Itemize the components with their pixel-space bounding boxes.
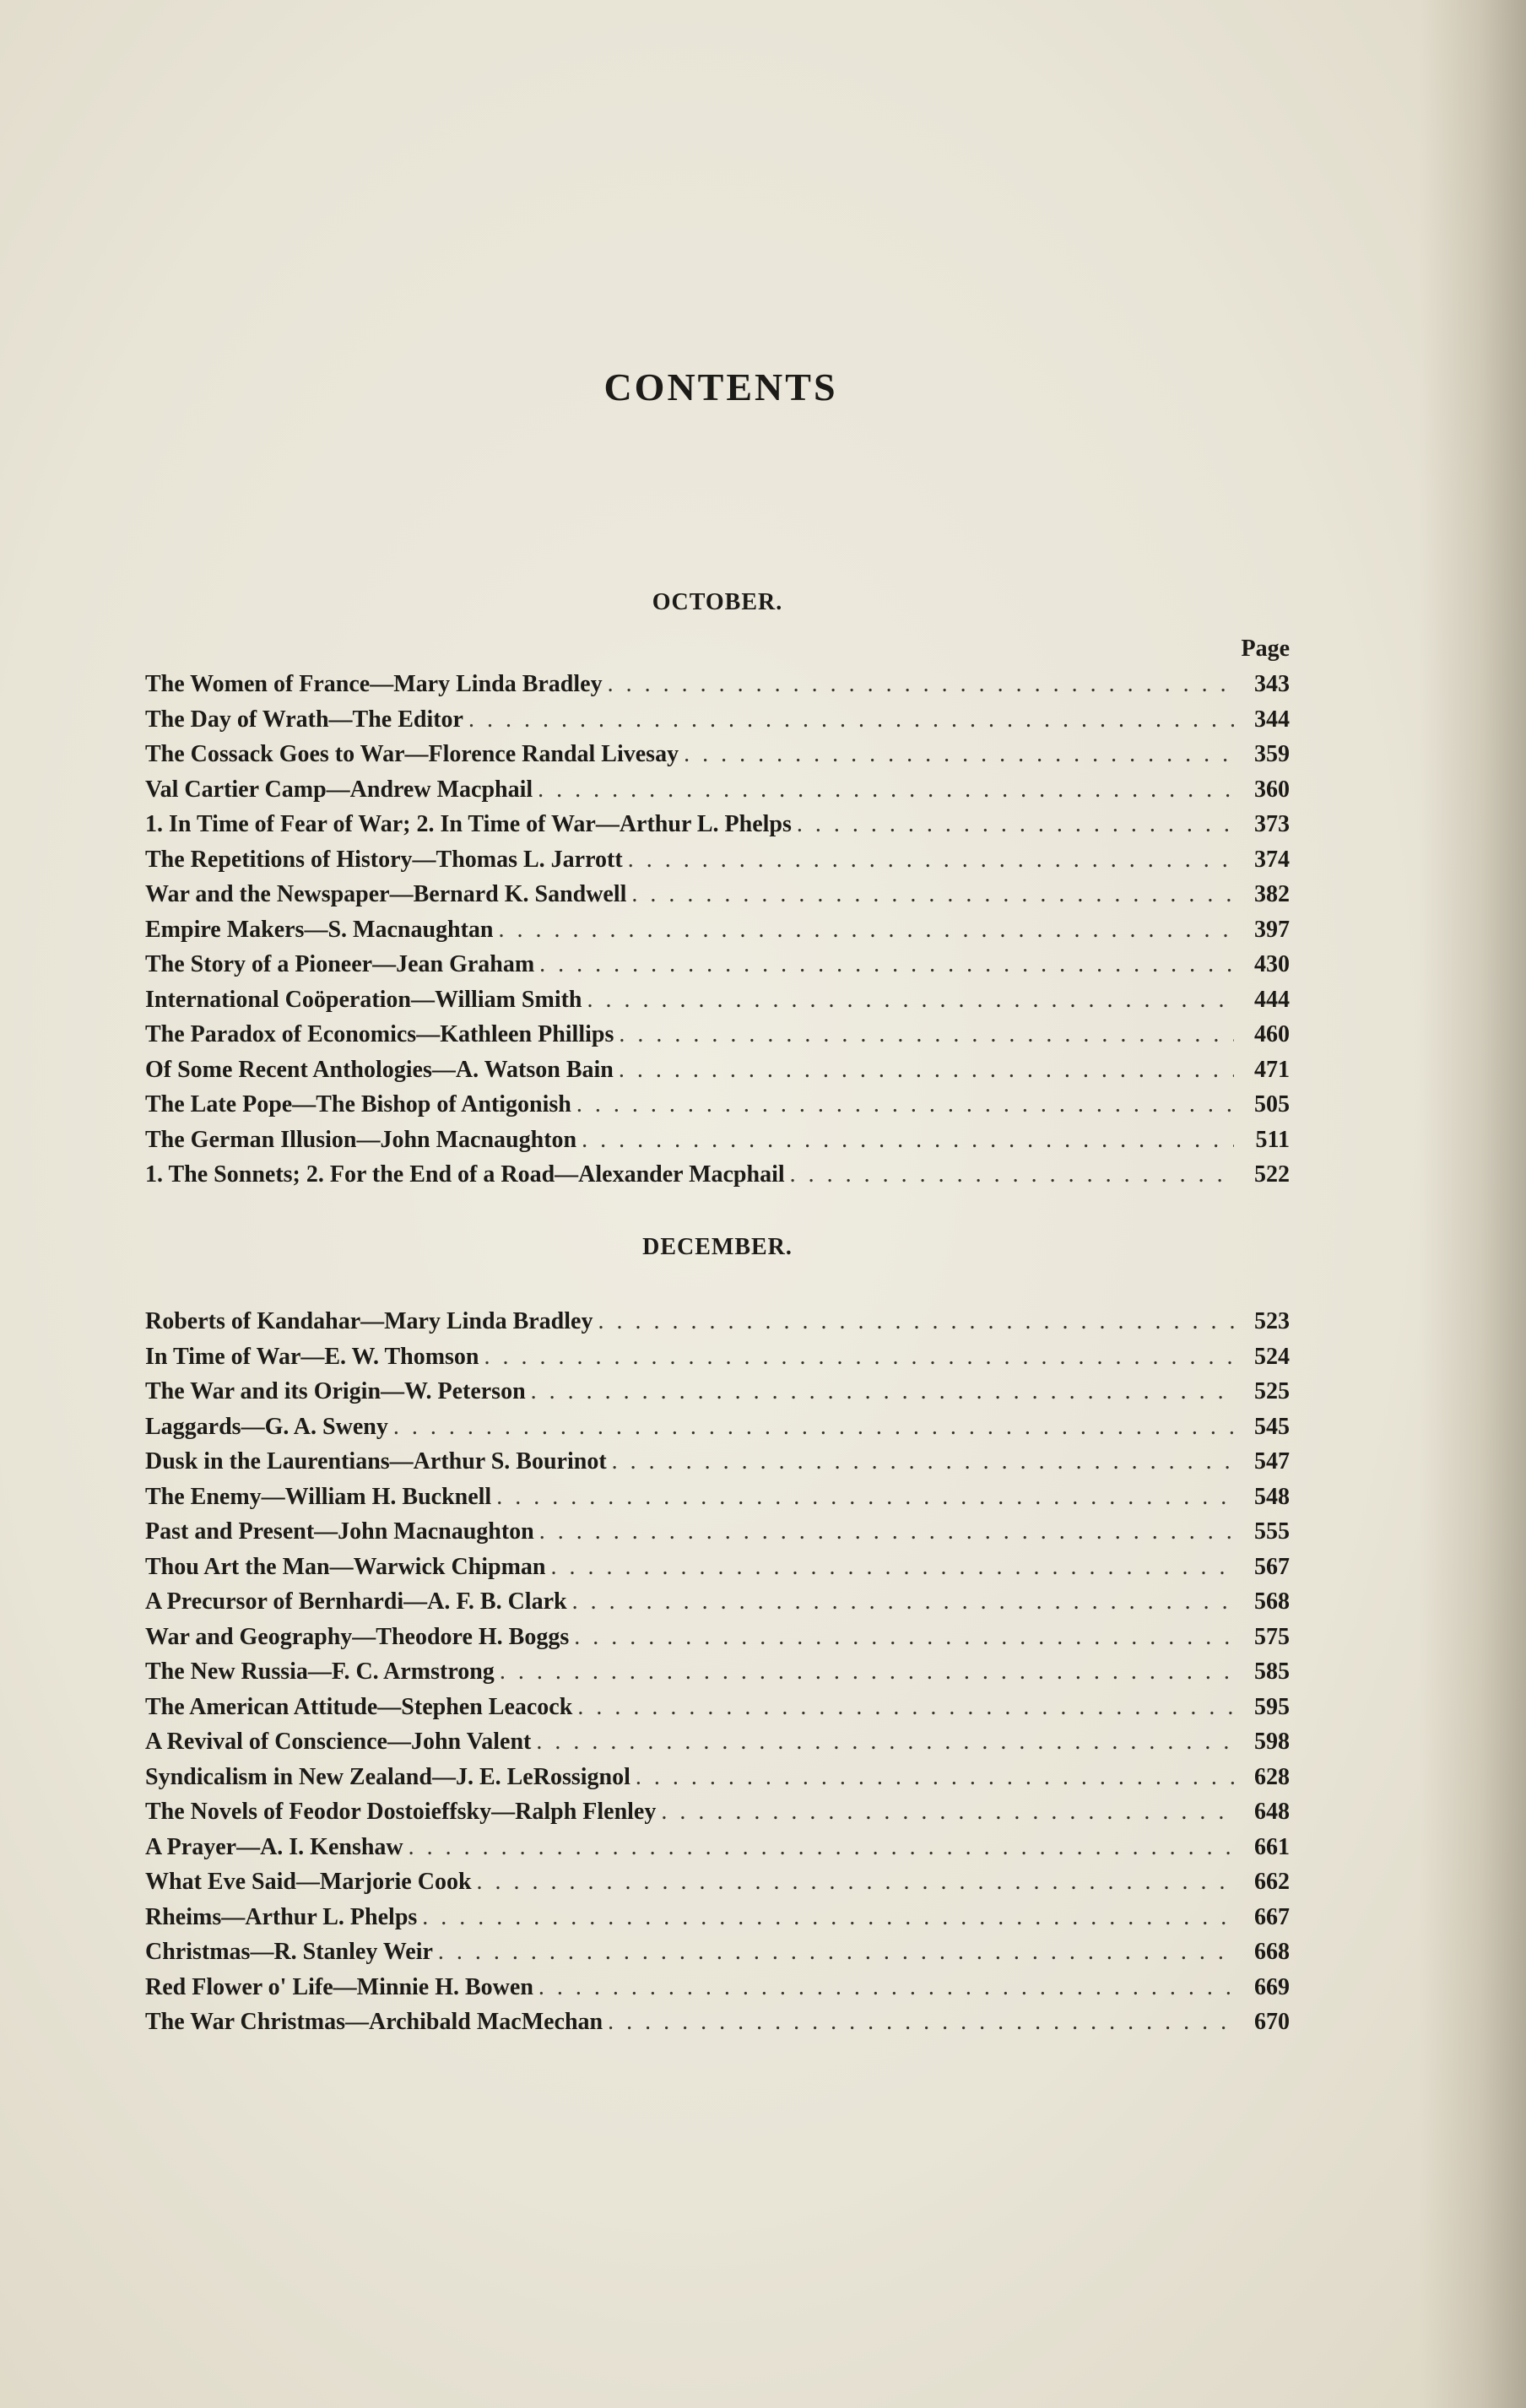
leader-dots (539, 947, 1234, 982)
toc-entry-title: Dusk in the Laurentians—Arthur S. Bourinot (145, 1448, 607, 1475)
toc-entry (145, 1304, 1290, 1339)
toc-entry-title: The Enemy—William H. Bucknell (145, 1483, 492, 1510)
toc-entry (145, 1794, 1290, 1830)
toc-entry (145, 1157, 1290, 1193)
leader-dots (576, 1087, 1234, 1123)
toc-entry-page: 360 (1254, 776, 1290, 803)
toc-entry (145, 842, 1290, 878)
leader-dots (438, 1935, 1234, 1970)
toc-entry (145, 702, 1290, 738)
leader-dots (619, 1017, 1234, 1052)
toc-entry (145, 1654, 1290, 1690)
toc-entry-title: The War and its Origin—W. Peterson (145, 1378, 526, 1404)
toc-entry-page: 555 (1254, 1518, 1290, 1545)
toc-entry-page: 344 (1254, 706, 1290, 733)
toc-entry-page: 598 (1254, 1729, 1290, 1755)
leader-dots (636, 1760, 1234, 1795)
toc-entry-page: 373 (1254, 811, 1290, 837)
toc-entry-title: Rheims—Arthur L. Phelps (145, 1903, 418, 1930)
toc-entry-title: The New Russia—F. C. Armstrong (145, 1659, 495, 1685)
toc-entry (145, 1935, 1290, 1970)
toc-entry-title: The German Illusion—John Macnaughton (145, 1126, 577, 1153)
leader-dots (608, 2005, 1234, 2040)
toc-entry-page: 343 (1254, 671, 1290, 697)
toc-entry-page: 545 (1254, 1413, 1290, 1440)
leader-dots (499, 912, 1235, 948)
leader-dots (500, 1654, 1234, 1690)
toc-entry-title: What Eve Said—Marjorie Cook (145, 1869, 472, 1895)
toc-entry-page: 525 (1254, 1378, 1290, 1404)
leader-dots (538, 1970, 1234, 2005)
leader-dots (477, 1864, 1234, 1900)
leader-dots (612, 1444, 1234, 1480)
toc-entry-title: Of Some Recent Anthologies—A. Watson Bain (145, 1056, 614, 1083)
toc-entry (145, 1017, 1290, 1052)
toc-entry-page: 548 (1254, 1483, 1290, 1510)
toc-entry-page: 567 (1254, 1553, 1290, 1580)
toc-entry-title: Red Flower o' Life—Minnie H. Bowen (145, 1973, 533, 2000)
toc-entry (145, 1900, 1290, 1935)
toc-entry (145, 1970, 1290, 2005)
leader-dots (628, 842, 1234, 878)
leader-dots (539, 1514, 1234, 1550)
toc-entry-title: Roberts of Kandahar—Mary Linda Bradley (145, 1308, 593, 1334)
toc-entry (145, 1690, 1290, 1725)
toc-entry (145, 2005, 1290, 2040)
toc-entry-page: 397 (1254, 916, 1290, 943)
toc-entry-title: International Coöperation—William Smith (145, 986, 582, 1013)
toc-entry-page: 382 (1254, 881, 1290, 907)
toc-entry-page: 585 (1254, 1659, 1290, 1685)
toc-entry (145, 947, 1290, 982)
toc-entry-title: Past and Present—John Macnaughton (145, 1518, 534, 1545)
toc-entry-title: The Repetitions of History—Thomas L. Jarrott (145, 846, 623, 873)
toc-entry-page: 522 (1254, 1161, 1290, 1188)
page-column-label: Page (1241, 636, 1290, 662)
toc-entry (145, 1514, 1290, 1550)
toc-entry (145, 877, 1290, 912)
leader-dots (582, 1123, 1234, 1158)
toc-entry-title: In Time of War—E. W. Thomson (145, 1343, 479, 1370)
toc-entry (145, 1584, 1290, 1620)
toc-entry-page: 505 (1254, 1091, 1290, 1117)
toc-entry-page: 471 (1254, 1056, 1290, 1083)
section-heading-october: OCTOBER. (652, 589, 783, 615)
toc-entry-title: The American Attitude—Stephen Leacock (145, 1693, 573, 1720)
toc-entry-title: The Story of a Pioneer—Jean Graham (145, 951, 535, 977)
toc-entry-title: A Prayer—A. I. Kenshaw (145, 1833, 403, 1860)
toc-entry-title: 1. The Sonnets; 2. For the End of a Road—Alexander Macphail (145, 1161, 785, 1188)
toc-entry (145, 1374, 1290, 1410)
toc-entry-title: Empire Makers—S. Macnaughtan (145, 916, 494, 943)
toc-entry (145, 1830, 1290, 1865)
toc-list-october (145, 667, 1290, 1193)
toc-entry-page: 524 (1254, 1343, 1290, 1370)
leader-dots (551, 1550, 1235, 1585)
section-heading-december: DECEMBER. (642, 1234, 793, 1260)
leader-dots (422, 1900, 1234, 1935)
leader-dots (790, 1157, 1234, 1193)
toc-entry (145, 667, 1290, 702)
toc-entry (145, 1724, 1290, 1760)
toc-entry (145, 807, 1290, 842)
leader-dots (572, 1584, 1234, 1620)
toc-entry (145, 1410, 1290, 1445)
toc-entry-title: The Paradox of Economics—Kathleen Phillips (145, 1021, 614, 1047)
toc-entry-page: 359 (1254, 741, 1290, 767)
toc-entry-page: 460 (1254, 1021, 1290, 1047)
toc-entry-page: 430 (1254, 951, 1290, 977)
leader-dots (631, 877, 1234, 912)
leader-dots (598, 1304, 1234, 1339)
toc-entry-title: The Novels of Feodor Dostoieffsky—Ralph Flenley (145, 1799, 657, 1825)
leader-dots (393, 1410, 1234, 1445)
toc-entry-page: 670 (1254, 2009, 1290, 2035)
leader-dots (538, 772, 1234, 808)
leader-dots (577, 1690, 1234, 1725)
toc-entry-title: The Cossack Goes to War—Florence Randal Livesay (145, 741, 679, 767)
toc-entry-page: 547 (1254, 1448, 1290, 1475)
toc-entry-title: The Late Pope—The Bishop of Antigonish (145, 1091, 571, 1117)
toc-entry-title: A Revival of Conscience—John Valent (145, 1729, 532, 1755)
toc-entry-page: 628 (1254, 1763, 1290, 1790)
toc-entry (145, 1339, 1290, 1375)
toc-entry-title: Christmas—R. Stanley Weir (145, 1939, 433, 1965)
toc-entry-title: A Precursor of Bernhardi—A. F. B. Clark (145, 1588, 567, 1615)
toc-entry-title: Val Cartier Camp—Andrew Macphail (145, 776, 533, 803)
toc-entry-page: 511 (1255, 1126, 1290, 1153)
toc-entry-title: Syndicalism in New Zealand—J. E. LeRossignol (145, 1763, 630, 1790)
leader-dots (619, 1052, 1234, 1088)
toc-entry-title: 1. In Time of Fear of War; 2. In Time of War—Arthur L. Phelps (145, 811, 792, 837)
leader-dots (531, 1374, 1234, 1410)
toc-entry-page: 662 (1254, 1869, 1290, 1895)
leader-dots (684, 737, 1234, 772)
toc-entry (145, 1550, 1290, 1585)
toc-entry-page: 595 (1254, 1693, 1290, 1720)
toc-entry-page: 667 (1254, 1903, 1290, 1930)
toc-entry-page: 523 (1254, 1308, 1290, 1334)
leader-dots (409, 1830, 1234, 1865)
toc-entry (145, 1760, 1290, 1795)
toc-entry (145, 1052, 1290, 1088)
toc-entry-page: 669 (1254, 1973, 1290, 2000)
toc-entry-page: 668 (1254, 1939, 1290, 1965)
leader-dots (496, 1480, 1234, 1515)
leader-dots (608, 667, 1234, 702)
leader-dots (536, 1724, 1234, 1760)
toc-entry-page: 661 (1254, 1833, 1290, 1860)
leader-dots (661, 1794, 1234, 1830)
toc-entry (145, 1087, 1290, 1123)
leader-dots (587, 982, 1234, 1018)
toc-entry-page: 575 (1254, 1623, 1290, 1650)
toc-entry (145, 912, 1290, 948)
leader-dots (484, 1339, 1235, 1375)
toc-entry (145, 1620, 1290, 1655)
leader-dots (574, 1620, 1234, 1655)
leader-dots (797, 807, 1234, 842)
toc-entry (145, 1480, 1290, 1515)
toc-entry (145, 1444, 1290, 1480)
toc-entry-title: War and the Newspaper—Bernard K. Sandwell (145, 881, 627, 907)
toc-entry-title: Thou Art the Man—Warwick Chipman (145, 1553, 546, 1580)
toc-entry (145, 772, 1290, 808)
toc-entry (145, 737, 1290, 772)
toc-entry-title: War and Geography—Theodore H. Boggs (145, 1623, 570, 1650)
toc-list-december (145, 1304, 1290, 2040)
toc-entry (145, 1864, 1290, 1900)
toc-entry-title: The Women of France—Mary Linda Bradley (145, 671, 603, 697)
toc-entry-page: 568 (1254, 1588, 1290, 1615)
toc-entry-page: 444 (1254, 986, 1290, 1013)
toc-entry-page: 648 (1254, 1799, 1290, 1825)
page-title: CONTENTS (603, 365, 838, 409)
toc-entry-page: 374 (1254, 846, 1290, 873)
toc-entry-title: The Day of Wrath—The Editor (145, 706, 463, 733)
toc-entry (145, 1123, 1290, 1158)
toc-entry (145, 982, 1290, 1018)
toc-entry-title: The War Christmas—Archibald MacMechan (145, 2009, 603, 2035)
toc-entry-title: Laggards—G. A. Sweny (145, 1413, 388, 1440)
leader-dots (468, 702, 1234, 738)
